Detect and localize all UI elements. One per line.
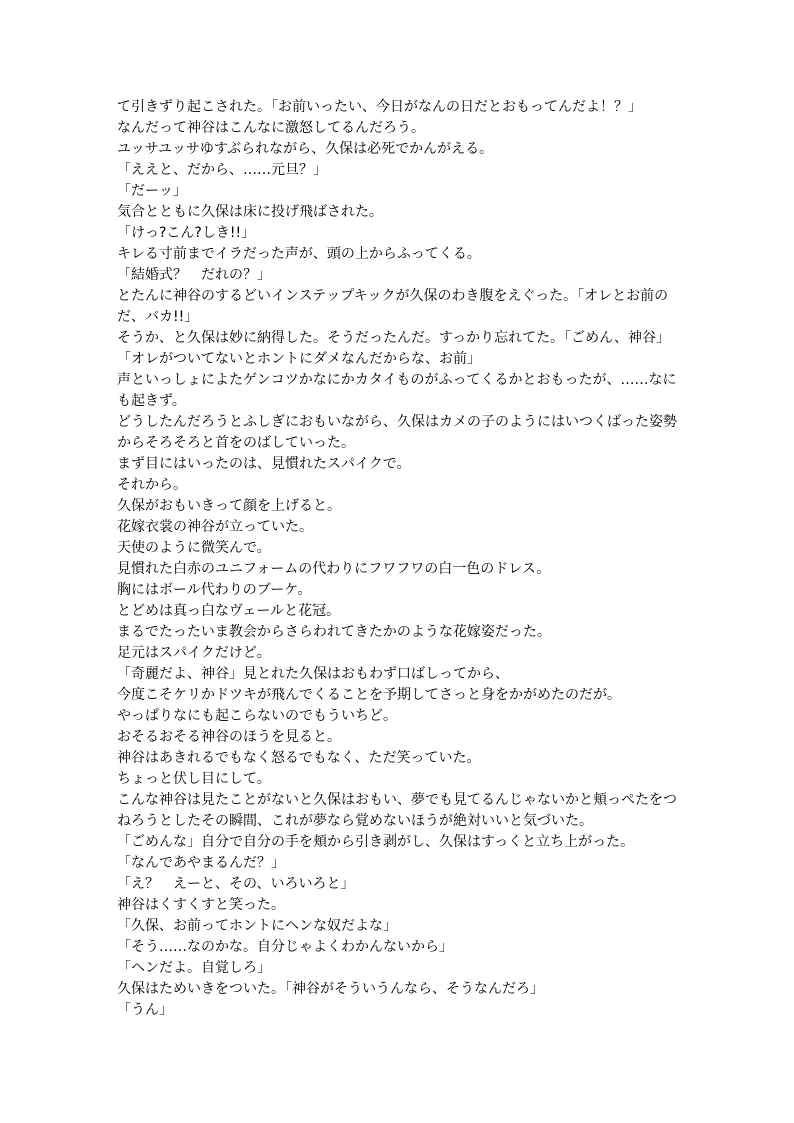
text-line: そうか、と久保は妙に納得した。そうだったんだ。すっかり忘れてた。「ごめん、神谷」 [117,330,670,346]
text-line: とたんに神谷のするどいインステップキックが久保のわき腹をえぐった。「オレとお前の [117,288,669,304]
text-line: 見慣れた白赤のユニフォームの代わりにフワフワの白一色のドレス。 [117,561,551,577]
text-line: 久保はためいきをついた。「神谷がそういうんなら、そうなんだろ」 [117,981,544,997]
text-line: 胸にはボール代わりのブーケ。 [117,582,312,598]
text-line: 「なんであやまるんだ？」 [117,855,285,871]
text-line: 久保がおもいきって顔を上げると。 [117,498,341,514]
text-line: も起きず。 [117,393,186,409]
text-line: 天使のように微笑んで。 [117,540,271,556]
text-line: ねろうとしたその瞬間、これが夢なら覚めないほうが絶対いいと気づいた。 [117,813,593,829]
text-line: 声といっしょによたゲンコツかなにかカタイものがふってくるかとおもったが、……なに [117,372,677,388]
document-body [117,97,687,1021]
text-line: 「そう……なのかな。自分じゃよくわかんないから」 [117,939,453,955]
text-line: からそろそろと首をのばしていった。 [117,435,355,451]
text-line: 「うん」 [117,1002,173,1018]
text-line: やっぱりなにも起こらないのでもういちど。 [117,708,397,724]
text-line: 今度こそケリかドツキが飛んでくることを予期してさっと身をかがめたのだが。 [117,687,621,703]
text-line: なんだって神谷はこんなに激怒してるんだろう。 [117,120,425,136]
text-line: 気合とともに久保は床に投げ飛ばされた。 [117,204,383,220]
text-line: 「けっ?こん?しき!!」 [117,225,256,241]
text-line: こんな神谷は見たことがないと久保はおもい、夢でも見てるんじゃないかと頬っぺたをつ [117,792,677,808]
text-line: 足元はスパイクだけど。 [117,645,271,661]
text-line: 「奇麗だよ、神谷」見とれた久保はおもわず口ばしってから、 [117,666,509,682]
text-line: 「ごめんな」自分で自分の手を頬から引き剥がし、久保はすっくと立ち上がった。 [117,834,635,850]
text-line: だ、バカ!!」 [117,309,199,325]
text-line: 「だーッ」 [117,183,187,199]
text-line: ちょっと伏し目にして。 [117,771,271,787]
text-line: どうしたんだろうとふしぎにおもいながら、久保はカメの子のようにはいつくばった姿勢 [117,414,677,430]
text-line: まず目にはいったのは、見慣れたスパイクで。 [117,456,411,472]
text-line: それから。 [117,477,187,493]
text-line: ユッサユッサゆすぶられながら、久保は必死でかんがえる。 [117,141,494,157]
text-line: 「え？ えーと、その、いろいろと」 [117,876,355,892]
text-line: 「久保、お前ってホントにヘンな奴だよな」 [117,918,397,934]
text-line: 神谷はあきれるでもなく怒るでもなく、ただ笑っていた。 [117,750,481,766]
text-line: 神谷はくすくすと笑った。 [117,897,285,913]
text-line: まるでたったいま教会からさらわれてきたかのような花嫁姿だった。 [117,624,551,640]
text-line: 「ええと、だから、……元旦？」 [117,162,327,178]
text-line: て引きずり起こされた。「お前いったい、今日がなんの日だとおもってんだよ！？」 [117,99,642,115]
text-line: 「オレがついてないとホントにダメなんだからな、お前」 [117,351,481,367]
text-line: とどめは真っ白なヴェールと花冠。 [117,603,341,619]
text-line: 「結婚式？ だれの？」 [117,267,271,283]
text-line: 「ヘンだよ。自覚しろ」 [117,960,271,976]
text-line: 花嫁衣裳の神谷が立っていた。 [117,519,313,535]
text-line: キレる寸前までイラだった声が、頭の上からふってくる。 [117,246,481,262]
text-line: おそるおそる神谷のほうを見ると。 [117,729,341,745]
